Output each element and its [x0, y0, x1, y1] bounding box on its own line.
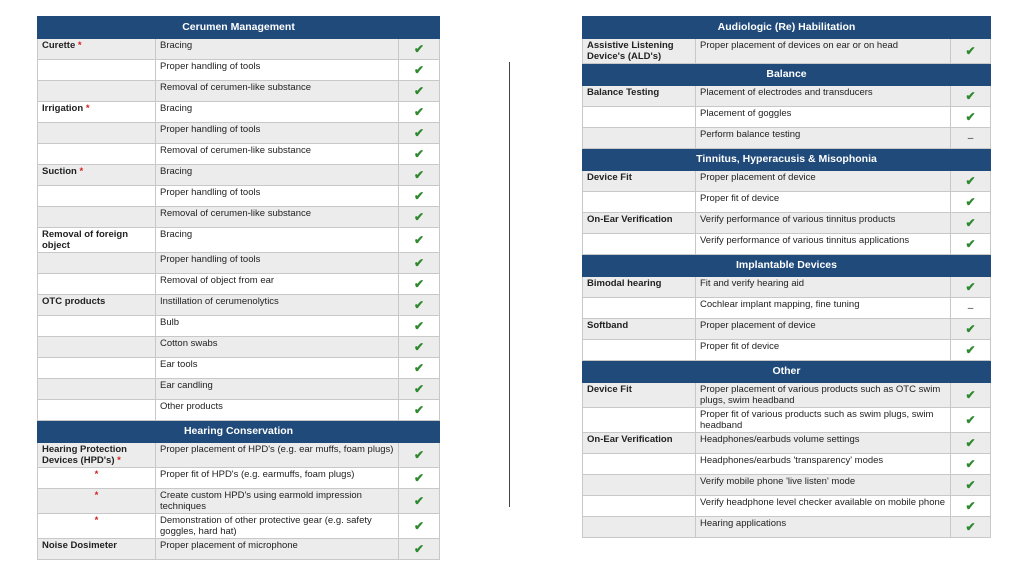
- table-row: [583, 383, 991, 408]
- task-cell: Demonstration of other protective gear (e.g. safety goggles, hard hat): [156, 514, 399, 539]
- category-label: Device Fit: [587, 384, 632, 395]
- task-cell: Proper placement of various products such as OTC swim plugs, swim headband: [696, 383, 951, 408]
- checkmark-icon: ✔: [965, 342, 976, 357]
- section-header-row: [583, 64, 991, 86]
- table-row: [583, 475, 991, 496]
- category-cell: [38, 358, 156, 379]
- task-cell: Removal of cerumen-like substance: [156, 207, 399, 228]
- category-cell: [583, 192, 696, 213]
- task-cell: Headphones/earbuds 'transparency' modes: [696, 454, 951, 475]
- task-cell: Removal of cerumen-like substance: [156, 144, 399, 165]
- category-label: Softband: [587, 320, 629, 331]
- category-cell: [583, 383, 696, 408]
- checkmark-icon: ✔: [413, 255, 425, 270]
- checkmark-icon: ✔: [413, 518, 425, 533]
- checkmark-icon: ✔: [413, 541, 425, 556]
- right-table-body: [583, 17, 991, 538]
- required-asterisk: *: [94, 469, 99, 480]
- status-cell: [399, 81, 440, 102]
- table-row: [583, 107, 991, 128]
- required-asterisk: *: [79, 166, 84, 177]
- category-label: OTC products: [42, 296, 106, 307]
- category-cell: [38, 228, 156, 253]
- table-row: [38, 81, 440, 102]
- category-cell: [38, 165, 156, 186]
- status-cell: [951, 496, 991, 517]
- checkmark-icon: ✔: [413, 297, 425, 312]
- checkmark-icon: ✔: [413, 318, 425, 333]
- category-cell: [38, 253, 156, 274]
- table-row: [583, 192, 991, 213]
- category-cell: [583, 86, 696, 107]
- category-label: Balance Testing: [587, 87, 660, 98]
- task-cell: Removal of cerumen-like substance: [156, 81, 399, 102]
- checkmark-icon: ✔: [965, 194, 976, 209]
- task-cell: Proper placement of device: [696, 171, 951, 192]
- task-cell: Placement of goggles: [696, 107, 951, 128]
- task-cell: Proper fit of HPD's (e.g. earmuffs, foam plugs): [156, 468, 399, 489]
- status-cell: [399, 60, 440, 81]
- category-cell: [583, 433, 696, 454]
- task-cell: Verify mobile phone 'live listen' mode: [696, 475, 951, 496]
- left-competency-table: [37, 16, 440, 560]
- task-cell: Proper fit of device: [696, 340, 951, 361]
- status-cell: [951, 517, 991, 538]
- status-cell: [399, 316, 440, 337]
- table-row: [38, 514, 440, 539]
- category-cell: [38, 379, 156, 400]
- category-cell: [38, 102, 156, 123]
- section-title: Other: [583, 361, 991, 383]
- status-cell: [951, 319, 991, 340]
- task-cell: Proper placement of device: [696, 319, 951, 340]
- task-cell: Proper handling of tools: [156, 186, 399, 207]
- checkmark-icon: ✔: [965, 387, 976, 402]
- task-cell: Ear candling: [156, 379, 399, 400]
- task-cell: Verify performance of various tinnitus applications: [696, 234, 951, 255]
- category-label: Assistive Listening Device's (ALD's): [587, 40, 674, 62]
- status-cell: [399, 468, 440, 489]
- task-cell: Verify performance of various tinnitus products: [696, 213, 951, 234]
- checkmark-icon: ✔: [965, 519, 976, 534]
- task-cell: Bracing: [156, 102, 399, 123]
- category-cell: [583, 319, 696, 340]
- table-row: [38, 539, 440, 560]
- table-row: [583, 340, 991, 361]
- table-row: [583, 39, 991, 64]
- category-cell: [38, 295, 156, 316]
- table-row: [38, 489, 440, 514]
- category-cell: [583, 39, 696, 64]
- table-row: [38, 443, 440, 468]
- section-header-row: [38, 421, 440, 443]
- category-cell: [38, 337, 156, 358]
- status-cell: [951, 107, 991, 128]
- table-row: [38, 186, 440, 207]
- status-cell: [399, 539, 440, 560]
- table-row: [38, 253, 440, 274]
- task-cell: Fit and verify hearing aid: [696, 277, 951, 298]
- required-asterisk: *: [117, 455, 121, 466]
- category-cell: [38, 81, 156, 102]
- checkmark-icon: ✔: [413, 188, 425, 203]
- checkmark-icon: ✔: [413, 493, 425, 508]
- table-row: [583, 277, 991, 298]
- task-cell: Proper handling of tools: [156, 253, 399, 274]
- table-row: [38, 228, 440, 253]
- table-row: [38, 400, 440, 421]
- status-cell: [951, 454, 991, 475]
- table-row: [583, 234, 991, 255]
- task-cell: Proper placement of microphone: [156, 539, 399, 560]
- category-label: Irrigation: [42, 103, 84, 114]
- category-cell: [583, 496, 696, 517]
- category-cell: [583, 517, 696, 538]
- checkmark-icon: ✔: [965, 88, 976, 103]
- table-row: [583, 298, 991, 319]
- task-cell: Bulb: [156, 316, 399, 337]
- status-cell: [951, 340, 991, 361]
- category-cell: [583, 213, 696, 234]
- status-cell: [951, 39, 991, 64]
- category-cell: [38, 207, 156, 228]
- task-cell: Headphones/earbuds volume settings: [696, 433, 951, 454]
- status-cell: [951, 433, 991, 454]
- required-asterisk: *: [85, 103, 90, 114]
- table-row: [583, 171, 991, 192]
- checkmark-icon: ✔: [413, 360, 425, 375]
- table-row: [38, 468, 440, 489]
- checkmark-icon: ✔: [413, 381, 425, 396]
- table-row: [38, 358, 440, 379]
- category-cell: [583, 171, 696, 192]
- required-asterisk: *: [94, 515, 99, 526]
- checkmark-icon: ✔: [413, 146, 425, 161]
- table-row: [38, 274, 440, 295]
- checkmark-icon: ✔: [965, 435, 976, 450]
- category-cell: [38, 539, 156, 560]
- section-title: Tinnitus, Hyperacusis & Misophonia: [583, 149, 991, 171]
- category-cell: [38, 468, 156, 489]
- category-label: Suction: [42, 166, 77, 177]
- checkmark-icon: ✔: [965, 43, 976, 58]
- status-cell: [399, 123, 440, 144]
- category-cell: [38, 443, 156, 468]
- checkmark-icon: ✔: [413, 125, 425, 140]
- task-cell: Cochlear implant mapping, fine tuning: [696, 298, 951, 319]
- task-cell: Proper placement of HPD's (e.g. ear muffs, foam plugs): [156, 443, 399, 468]
- status-cell: [951, 298, 991, 319]
- task-cell: Perform balance testing: [696, 128, 951, 149]
- checkmark-icon: ✔: [413, 339, 425, 354]
- category-cell: [38, 514, 156, 539]
- category-cell: [38, 144, 156, 165]
- table-row: [38, 337, 440, 358]
- checkmark-icon: ✔: [965, 173, 976, 188]
- category-label: Device Fit: [587, 172, 632, 183]
- status-cell: [399, 253, 440, 274]
- category-cell: [583, 475, 696, 496]
- checkmark-icon: ✔: [965, 412, 976, 427]
- category-cell: [38, 489, 156, 514]
- checkmark-icon: ✔: [413, 83, 425, 98]
- category-cell: [38, 39, 156, 60]
- category-cell: [583, 107, 696, 128]
- task-cell: Create custom HPD's using earmold impression techniques: [156, 489, 399, 514]
- status-cell: [399, 379, 440, 400]
- category-label: Noise Dosimeter: [42, 540, 117, 551]
- category-label: On-Ear Verification: [587, 434, 673, 445]
- checkmark-icon: ✔: [413, 209, 425, 224]
- status-cell: [399, 207, 440, 228]
- checkmark-icon: ✔: [413, 232, 425, 247]
- table-row: [38, 102, 440, 123]
- checkmark-icon: ✔: [413, 41, 425, 56]
- table-row: [583, 408, 991, 433]
- status-cell: [399, 514, 440, 539]
- category-label: Hearing Protection Devices (HPD's): [42, 444, 127, 466]
- task-cell: Other products: [156, 400, 399, 421]
- table-row: [38, 207, 440, 228]
- status-cell: [951, 234, 991, 255]
- table-row: [38, 295, 440, 316]
- checkmark-icon: ✔: [965, 498, 976, 513]
- status-cell: [951, 475, 991, 496]
- status-cell: [399, 358, 440, 379]
- task-cell: Bracing: [156, 228, 399, 253]
- task-cell: Proper handling of tools: [156, 60, 399, 81]
- category-cell: [583, 234, 696, 255]
- task-cell: Verify headphone level checker available on mobile phone: [696, 496, 951, 517]
- status-cell: [951, 128, 991, 149]
- status-cell: [399, 186, 440, 207]
- status-cell: [951, 277, 991, 298]
- table-row: [38, 165, 440, 186]
- category-cell: [38, 186, 156, 207]
- category-cell: [38, 123, 156, 144]
- checkmark-icon: ✔: [413, 167, 425, 182]
- status-cell: [951, 192, 991, 213]
- section-title: Implantable Devices: [583, 255, 991, 277]
- table-row: [583, 433, 991, 454]
- dash-icon: –: [967, 302, 974, 314]
- status-cell: [951, 213, 991, 234]
- checkmark-icon: ✔: [413, 470, 425, 485]
- status-cell: [399, 228, 440, 253]
- table-row: [38, 316, 440, 337]
- checkmark-icon: ✔: [965, 236, 976, 251]
- checkmark-icon: ✔: [965, 109, 976, 124]
- status-cell: [951, 171, 991, 192]
- category-cell: [38, 400, 156, 421]
- section-header-row: [583, 149, 991, 171]
- category-cell: [583, 298, 696, 319]
- category-cell: [38, 316, 156, 337]
- table-row: [583, 496, 991, 517]
- checkmark-icon: ✔: [413, 62, 425, 77]
- status-cell: [951, 408, 991, 433]
- status-cell: [951, 383, 991, 408]
- table-row: [38, 144, 440, 165]
- required-asterisk: *: [94, 490, 99, 501]
- task-cell: Proper placement of devices on ear or on head: [696, 39, 951, 64]
- status-cell: [399, 337, 440, 358]
- status-cell: [951, 86, 991, 107]
- category-label: Bimodal hearing: [587, 278, 662, 289]
- task-cell: Proper fit of device: [696, 192, 951, 213]
- task-cell: Proper handling of tools: [156, 123, 399, 144]
- checkmark-icon: ✔: [965, 279, 976, 294]
- status-cell: [399, 102, 440, 123]
- checkmark-icon: ✔: [965, 215, 976, 230]
- task-cell: Bracing: [156, 39, 399, 60]
- table-row: [38, 60, 440, 81]
- category-cell: [583, 408, 696, 433]
- section-title: Audiologic (Re) Habilitation: [583, 17, 991, 39]
- checkmark-icon: ✔: [413, 402, 425, 417]
- left-table-body: [38, 17, 440, 560]
- table-row: [583, 86, 991, 107]
- dash-icon: –: [967, 132, 974, 144]
- table-row: [38, 123, 440, 144]
- table-row: [583, 454, 991, 475]
- required-asterisk: *: [77, 40, 82, 51]
- right-competency-table: [582, 16, 991, 538]
- checkmark-icon: ✔: [413, 104, 425, 119]
- table-row: [583, 319, 991, 340]
- section-header-row: [38, 17, 440, 39]
- task-cell: Bracing: [156, 165, 399, 186]
- section-title: Cerumen Management: [38, 17, 440, 39]
- task-cell: Instillation of cerumenolytics: [156, 295, 399, 316]
- category-cell: [38, 60, 156, 81]
- category-label: Removal of foreign object: [42, 229, 129, 251]
- category-label: Curette: [42, 40, 76, 51]
- checkmark-icon: ✔: [965, 456, 976, 471]
- task-cell: Placement of electrodes and transducers: [696, 86, 951, 107]
- status-cell: [399, 274, 440, 295]
- checkmark-icon: ✔: [965, 477, 976, 492]
- section-header-row: [583, 255, 991, 277]
- table-row: [583, 213, 991, 234]
- task-cell: Ear tools: [156, 358, 399, 379]
- table-row: [38, 39, 440, 60]
- status-cell: [399, 443, 440, 468]
- column-divider: [509, 62, 510, 507]
- category-cell: [583, 128, 696, 149]
- task-cell: Cotton swabs: [156, 337, 399, 358]
- category-cell: [583, 340, 696, 361]
- section-title: Balance: [583, 64, 991, 86]
- table-row: [583, 128, 991, 149]
- status-cell: [399, 400, 440, 421]
- checkmark-icon: ✔: [413, 447, 425, 462]
- task-cell: Hearing applications: [696, 517, 951, 538]
- status-cell: [399, 144, 440, 165]
- section-header-row: [583, 361, 991, 383]
- task-cell: Removal of object from ear: [156, 274, 399, 295]
- status-cell: [399, 295, 440, 316]
- checkmark-icon: ✔: [965, 321, 976, 336]
- category-label: On-Ear Verification: [587, 214, 673, 225]
- category-cell: [583, 277, 696, 298]
- status-cell: [399, 489, 440, 514]
- category-cell: [38, 274, 156, 295]
- table-row: [38, 379, 440, 400]
- section-header-row: [583, 17, 991, 39]
- status-cell: [399, 39, 440, 60]
- status-cell: [399, 165, 440, 186]
- section-title: Hearing Conservation: [38, 421, 440, 443]
- checkmark-icon: ✔: [413, 276, 425, 291]
- table-row: [583, 517, 991, 538]
- task-cell: Proper fit of various products such as swim plugs, swim headband: [696, 408, 951, 433]
- category-cell: [583, 454, 696, 475]
